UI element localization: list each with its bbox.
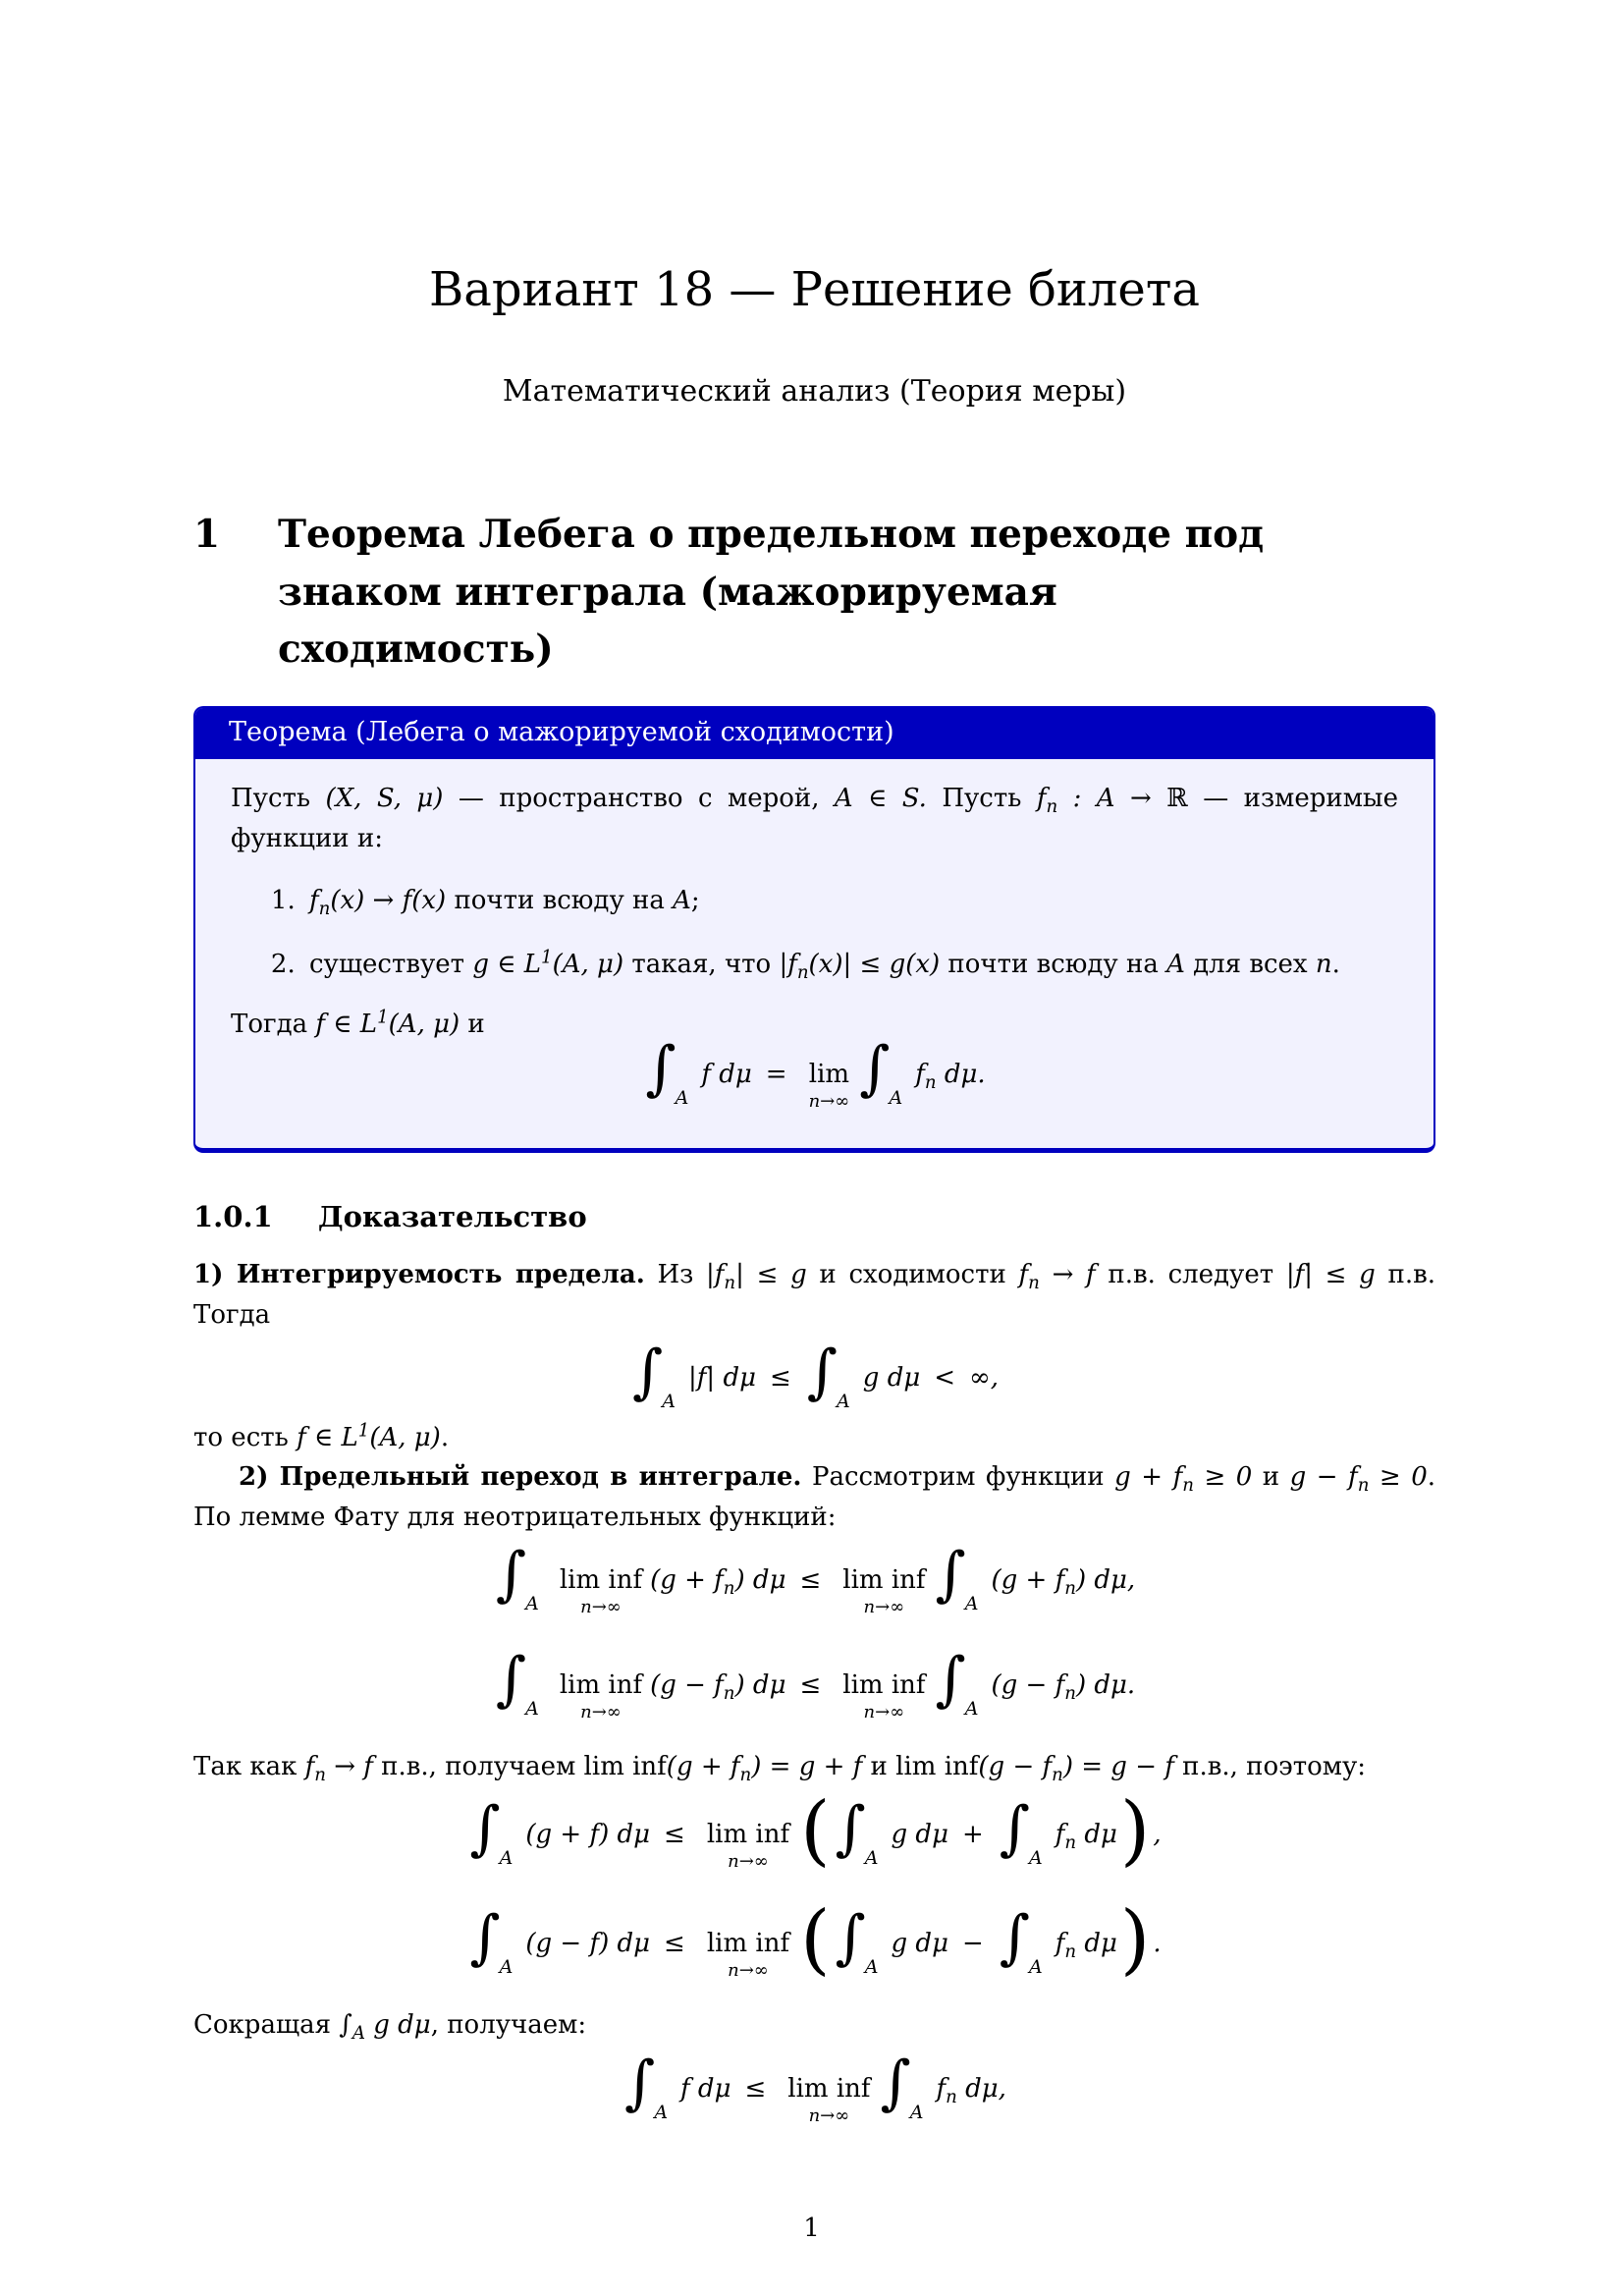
proof-paragraph-1: 1) Интегрируемость предела. Из $|f_n| \le g$ и сходимости $f_n \to f$ п.в. следует |f| ≤ g п.в. Тогда bbox=[193, 1260, 1436, 1330]
theorem-body bbox=[195, 759, 1434, 1148]
proof-paragraph-4: Так как $f_n \to f$ п.в., получаем $\lim inf(g + f_n) = g + f$ и $\lim inf(g - f_n) = g - f$ п.в., поэтому: bbox=[193, 1752, 1367, 1786]
document-subtitle: Математический анализ (Теория меры) bbox=[502, 374, 1127, 410]
section-number: 1 bbox=[193, 512, 221, 558]
document-title: Вариант 18 — Решение билета bbox=[429, 262, 1200, 317]
page-number: 1 bbox=[803, 2214, 820, 2243]
condition-item-2: 2. существует g ∈ $L^1(A$, μ) такая, что $|f_n(x)| \le g(x)$ почти всюду на A для всех n. bbox=[303, 945, 1398, 985]
theorem-header: Теорема (Лебега о мажорируемой сходимости) bbox=[195, 708, 1434, 759]
display-equation-2: ∫ A |f| dμ ≤ ∫ A g dμ < ∞, bbox=[632, 1338, 999, 1413]
subsection-number: 1.0.1 bbox=[193, 1200, 273, 1234]
theorem-conditions bbox=[231, 881, 1398, 985]
display-equation-7: ∫ A f dμ ≤ lim inf n→∞ ∫ A $f_n$ dμ, bbox=[624, 2048, 1006, 2126]
subsection-heading bbox=[193, 1200, 1435, 1233]
section-title: Теорема Лебега о предельном переходе под знаком интеграла (мажорируемая сходимость) bbox=[278, 512, 1265, 673]
proof-paragraph-3: 2) Предельный переход в интеграле. Рассмотрим функции $g + f_n \ge 0$ и $g - f_n \ge 0$. По лемме Фату для неотрицательных функций: bbox=[193, 1462, 1436, 1532]
section-heading bbox=[193, 506, 1435, 679]
theorem-box bbox=[193, 706, 1435, 1153]
display-equation-4: ∫ A lim inf n→∞ $(g - f_n)$ dμ ≤ lim inf n→∞ ∫ A $(g - f_n)$ dμ. bbox=[495, 1645, 1136, 1723]
proof-paragraph-2: то есть f ∈ $L^1(A$, μ). bbox=[193, 1420, 450, 1452]
theorem-equation: ∫ A f dμ = lim n→∞ ∫ A $f_n$ dμ. bbox=[645, 1034, 986, 1113]
condition-item-1: 1. $f_n(x) \to f(x)$ почти всюду на A; bbox=[303, 881, 1398, 921]
theorem-conclusion: Тогда f ∈ $L^1(A$, μ) и bbox=[231, 1007, 485, 1039]
display-equation-3: ∫ A lim inf n→∞ $(g + f_n)$ dμ ≤ lim inf n→∞ ∫ A $(g + f_n)$ dμ, bbox=[495, 1540, 1136, 1618]
proof-paragraph-5: Сокращая $\int_A$ g dμ, получаем: bbox=[193, 2009, 587, 2045]
display-equation-6: ∫ A (g − f) dμ ≤ lim inf n→∞ ( ∫ A g dμ − ∫ A $f_n$ dμ ) . bbox=[469, 1894, 1162, 1984]
subsection-title: Доказательство bbox=[317, 1200, 587, 1234]
display-equation-5: ∫ A (g + f) dμ ≤ lim inf n→∞ ( ∫ A g dμ + ∫ A $f_n$ dμ ) , bbox=[469, 1785, 1162, 1875]
theorem-intro: Пусть (X, S, μ) — пространство с мерой, A ∈ S. Пусть $f_n$ : A → ℝ — измеримые функции и: bbox=[231, 783, 1399, 853]
